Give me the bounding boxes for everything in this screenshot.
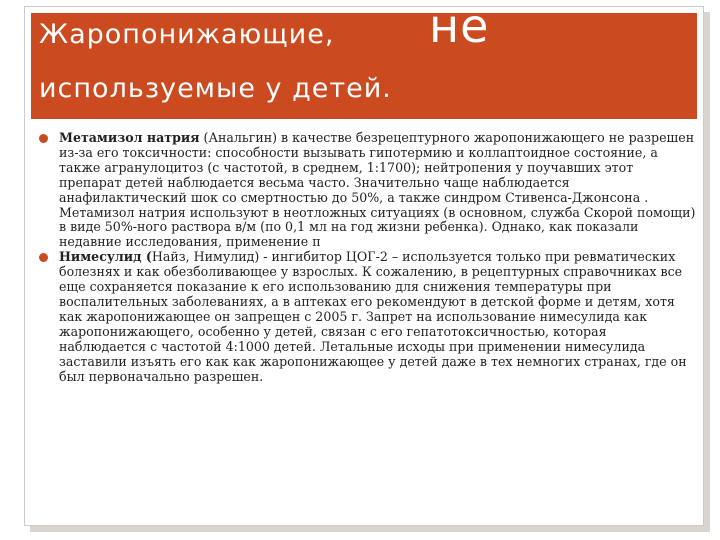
- bullet-text: (Анальгин) в качестве безрецептурного жаропонижающего не разрешен из-за его токсичности: способности вызывать гипотермию и коллаптоидное состояние, а также агранулоцитоз (с частотой, в среднем, 1:1700); нейтропения у поучавших этот препарат детей наблюдается весьма часто. Значительно чаще наблюдается анафилактический шок со смертностью до 50%, а также синдром Стивенса-Джонсона . Метамизол натрия используют в неотложных ситуациях (в основном, служба Скорой помощи) в виде 50%-ного раствора в/м (по 0,1 мл на год жизни ребенка). Однако, как показали недавние исследования, применение п: [59, 130, 696, 250]
- bullet-term: Метамизол натрия: [59, 130, 200, 145]
- bullet-text: Найз, Нимулид) - ингибитор ЦОГ-2 – используется только при ревматических болезнях и как обезболивающее у взрослых. К сожалению, в рецептурных справочниках все еще сохраняется показание к его использованию для снижения температуры при воспалительных заболеваниях, а в аптеках его рекомендуют в детской форме и детям, хотя как жаропонижающее он запрещен с 2005 г. Запрет на использование нимесулида как жаропонижающего, особенно у детей, связан с его гепатотоксичностью, которая наблюдается с частотой 4:1000 детей. Летальные исходы при применении нимесулида заставили изъять его как как жаропонижающее у детей даже в тех немногих странах, где он был первоначально разрешен.: [59, 249, 687, 384]
- bullet-item: [33, 250, 697, 384]
- slide-content: [33, 131, 697, 384]
- title-emphasis: не: [429, 13, 490, 53]
- bullet-item: [33, 131, 697, 250]
- bullet-term: Нимесулид (: [59, 249, 152, 265]
- bullet-dot-icon: [39, 134, 48, 143]
- slide: [24, 6, 704, 526]
- title-line-2: используемые у детей.: [39, 73, 392, 104]
- bullet-dot-icon: [39, 253, 48, 262]
- title-line-1: Жаропонижающие,: [39, 19, 335, 50]
- title-band: [31, 13, 697, 119]
